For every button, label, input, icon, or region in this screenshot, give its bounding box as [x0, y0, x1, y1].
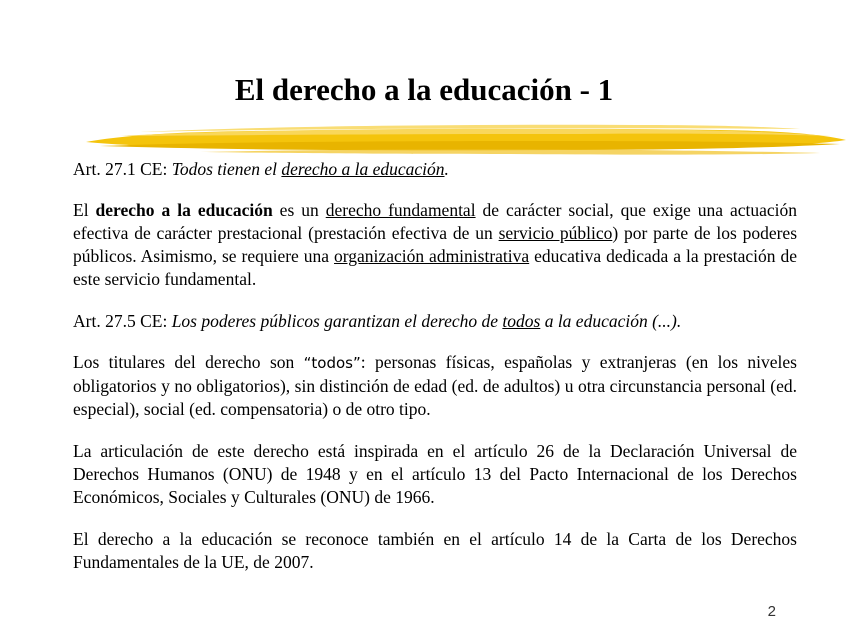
- text-run: El: [73, 200, 96, 220]
- article-quote-emphasis: derecho a la educación: [281, 159, 445, 179]
- text-run: Los titulares del derecho son: [73, 352, 304, 372]
- quoted-todos: “todos”: [303, 354, 361, 372]
- slide-content: [73, 158, 797, 593]
- text-run: es un: [272, 200, 326, 220]
- slide-title: El derecho a la educación - 1: [234, 72, 614, 107]
- article-quote: Todos tienen el: [171, 159, 282, 179]
- article-quote-emphasis: todos: [502, 311, 541, 331]
- underlined-term-servicio-publico: servicio público: [498, 223, 613, 243]
- article-quote-end: a la educación (...).: [540, 311, 682, 331]
- article-quote-end: .: [444, 159, 449, 179]
- paragraph-eu-charter: El derecho a la educación se reconoce también en el artículo 14 de la Carta de los Derechos Fundamentales de la UE, de 2007.: [73, 529, 797, 572]
- page-number: 2: [767, 603, 776, 620]
- text-run: ) por parte de los poderes públicos. Asimismo, se requiere una: [73, 223, 798, 266]
- paragraph-international-basis: La articulación de este derecho está inspirada en el artículo 26 de la Declaración Universal de Derechos Humanos (ONU) de 1948 y en el artículo 13 del Pacto Internacional de los Derechos Económicos, Sociales y Culturales (ONU) de 1966.: [73, 441, 797, 507]
- text-run: de carácter social, que exige una actuación efectiva de carácter prestacional (prestación efectiva de un: [73, 200, 798, 243]
- article-reference: Art. 27.1 CE:: [73, 159, 172, 179]
- article-reference: Art. 27.5 CE:: [73, 311, 172, 331]
- underlined-term-derecho-fundamental: derecho fundamental: [325, 200, 476, 220]
- paragraph-right-holders: [73, 351, 797, 421]
- paragraph-art-27-5: [73, 310, 797, 333]
- text-run: educativa dedicada a la prestación de este servicio fundamental.: [73, 246, 797, 289]
- paragraph-right-definition: [73, 199, 797, 291]
- underlined-term-organizacion: organización administrativa: [334, 246, 530, 266]
- text-run: : personas físicas, españolas y extranjeras (en los niveles obligatorios y no obligatorios), sin distinción de edad (ed. de adultos) u otra circunstancia personal (ed. especial), social (ed. compensatoria) o de otro tipo.: [73, 352, 797, 419]
- article-quote: Los poderes públicos garantizan el derecho de: [171, 311, 503, 331]
- paragraph-art-27-1: [73, 158, 797, 181]
- title-brush-stroke: [80, 122, 848, 156]
- bold-term: derecho a la educación: [95, 200, 273, 220]
